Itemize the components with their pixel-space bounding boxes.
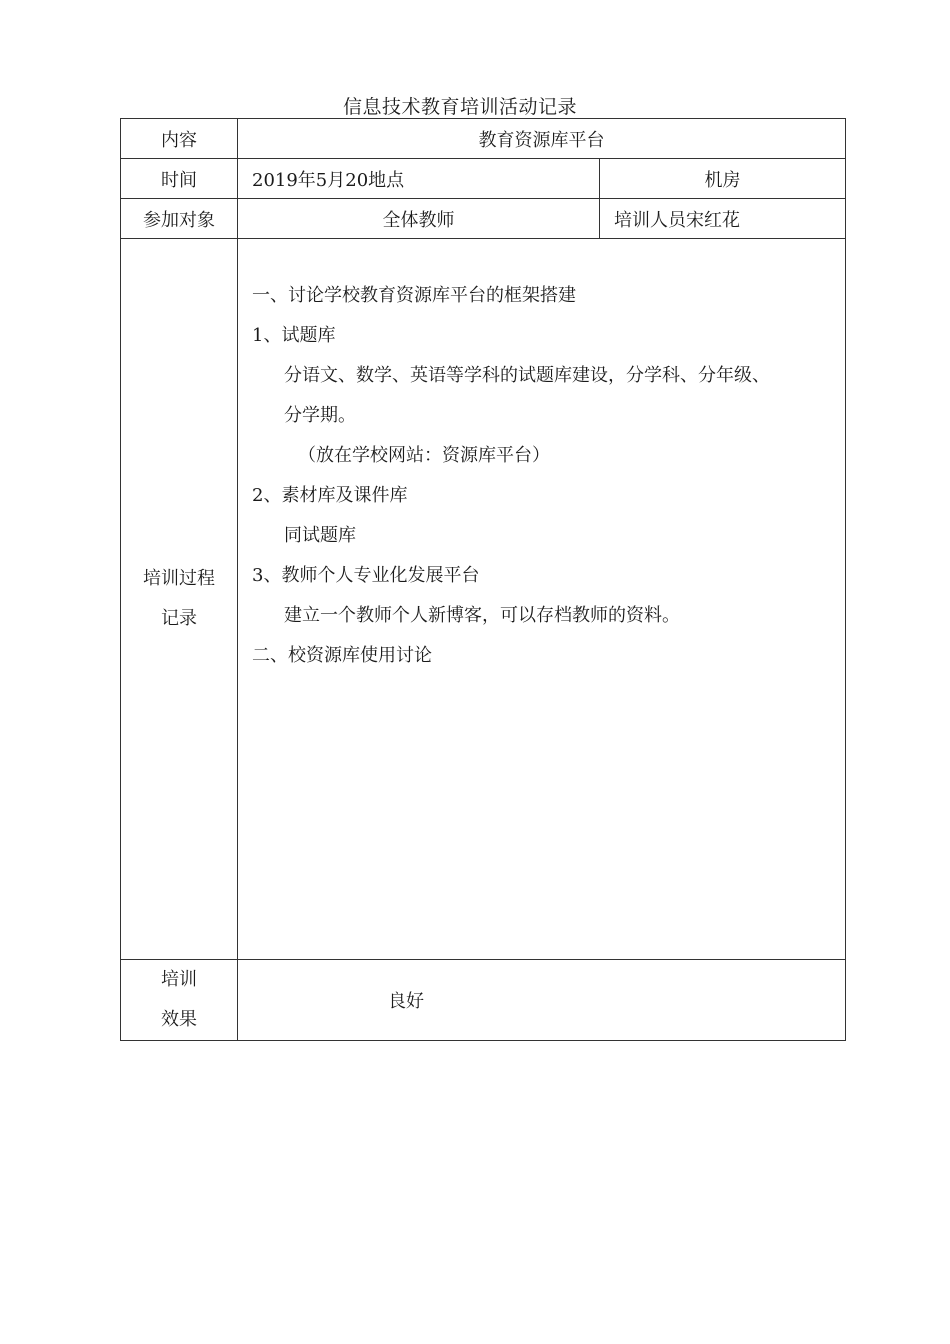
- training-record-table: [120, 118, 846, 1041]
- trainer-value: 培训人员宋红花: [600, 199, 846, 239]
- effect-value: 良好: [388, 991, 424, 1012]
- content-row: [121, 119, 846, 159]
- process-line-item-2-detail: 同试题库: [284, 525, 356, 546]
- process-line-item-2: 2、素材库及课件库: [252, 485, 408, 506]
- participants-row: [121, 199, 846, 239]
- process-content: [238, 239, 846, 960]
- content-label: 内容: [121, 119, 238, 159]
- place-value: 机房: [600, 159, 846, 199]
- effect-label: [121, 960, 238, 1041]
- participants-value: 全体教师: [238, 199, 600, 239]
- process-line-item-3: 3、教师个人专业化发展平台: [252, 565, 480, 586]
- process-label: [121, 239, 238, 960]
- time-label: 时间: [121, 159, 238, 199]
- process-line-item-1-detail-cont: 分学期。: [284, 405, 356, 426]
- process-line-item-3-detail: 建立一个教师个人新博客，可以存档教师的资料。: [284, 605, 680, 626]
- process-row: [121, 239, 846, 960]
- process-line-item-1: 1、试题库: [252, 325, 336, 346]
- process-body: [252, 276, 835, 676]
- process-label-line2: 记录: [161, 608, 197, 629]
- effect-label-line1: 培训: [161, 969, 197, 990]
- effect-label-line2: 效果: [161, 1009, 197, 1030]
- process-line-item-1-note: （放在学校网站：资源库平台）: [298, 445, 550, 466]
- effect-cell: [238, 960, 846, 1041]
- process-line-item-1-detail: 分语文、数学、英语等学科的试题库建设，分学科、分年级、: [284, 365, 770, 386]
- effect-row: [121, 960, 846, 1041]
- time-value: 2019年5月20地点: [238, 159, 600, 199]
- time-row: [121, 159, 846, 199]
- process-line-section-2: 二、校资源库使用讨论: [252, 645, 432, 666]
- process-line-section-1: 一、讨论学校教育资源库平台的框架搭建: [252, 285, 576, 306]
- content-value: 教育资源库平台: [238, 119, 846, 159]
- document-title: 信息技术教育培训活动记录: [342, 96, 577, 118]
- participants-label: 参加对象: [121, 199, 238, 239]
- process-label-line1: 培训过程: [143, 568, 215, 589]
